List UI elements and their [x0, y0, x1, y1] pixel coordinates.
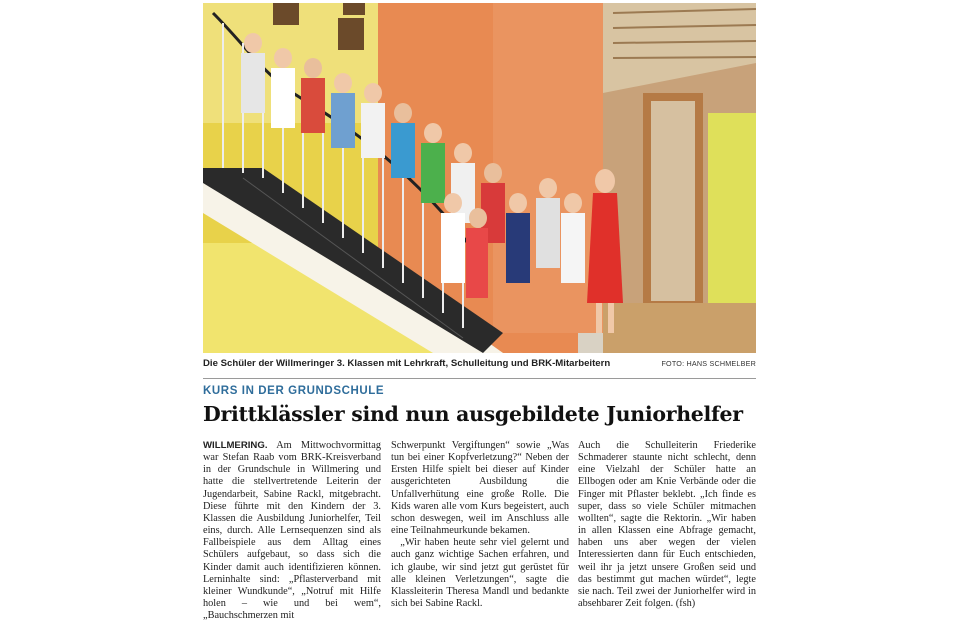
divider [203, 378, 756, 379]
photo-credit: FOTO: HANS SCHMELBER [661, 359, 756, 368]
text-column-1 [203, 440, 381, 622]
staircase-photo-illustration [203, 3, 756, 353]
text-column-2 [391, 440, 569, 610]
article-kicker: KURS IN DER GRUNDSCHULE [203, 385, 385, 397]
dateline: WILLMERING. [203, 440, 268, 451]
paragraph: Schwerpunkt Vergiftungen“ sowie „Was tun bei einer Kopfverletzung?“ Neben der Ersten Hilfe spielt bei dieser auf Kinder ausgerichteten Ausbildung die Unfallverhütung eine große Rolle. Die Kids waren alle vom Kurs begeistert, auch schon deswegen, weil im Anschluss alle eine Teilnahmeurkunde bekamen. [391, 440, 569, 537]
paragraph: Am Mittwochvormittag war Stefan Raab vom BRK-Kreisverband in der Grundschule in Willmering und hatte die stellvertretende Leiterin der Jugendarbeit, Sabine Rackl, mitgebracht. Diese führte mit den Kindern der 3. Klassen die Ausbildung Juniorhelfer, Teil eins, durch. Alle Lernsequenzen sind als Fallbeispiele aus dem Alltag eines Schülers aufgebaut, so dass sich die Kinder damit auch identifizieren können. Lerninhalte sind: „Pflasterverband mit kleiner Wundkunde“, „Notruf mit Hilfe holen – wie und bei wem“, „Bauchschmerzen mit [203, 440, 381, 622]
paragraph: Auch die Schulleiterin Friederike Schmaderer staunte nicht schlecht, denn eine Vielzahl der Schüler hatte an Ellbogen oder am Knie Verbände oder die Finger mit Pflaster beklebt. „Ich finde es super, dass so viele Schüler mitmachen wollten“, sagte die Rektorin. „Wir haben in allen Klassen eine Abfrage gemacht, haben uns aber wegen der vielen Interessierten dann für Euch entschieden, weil ihr ja jetzt unsere Großen seid und das bestimmt gut machen würdet“, legte sie nach. Teil zwei der Juniorhelfer wird in absehbarer Zeit folgen. (fsh) [578, 440, 756, 610]
text-column-3 [578, 440, 756, 610]
newspaper-article [203, 0, 756, 640]
article-headline: Drittklässler sind nun ausgebildete Juniorhelfer [203, 402, 743, 426]
photo-caption-row [203, 358, 756, 372]
group-photo [203, 3, 756, 353]
photo-caption: Die Schüler der Willmeringer 3. Klassen mit Lehrkraft, Schulleitung und BRK-Mitarbeitern [203, 358, 611, 369]
paragraph: „Wir haben heute sehr viel gelernt und auch ganz wichtige Sachen erfahren, und ich glaube, wir sind jetzt gut gerüstet für alle kleinen Verletzungen“, sagte die Klassleiterin Theresa Mandl und bedankte sich bei Sabine Rackl. [391, 537, 569, 610]
